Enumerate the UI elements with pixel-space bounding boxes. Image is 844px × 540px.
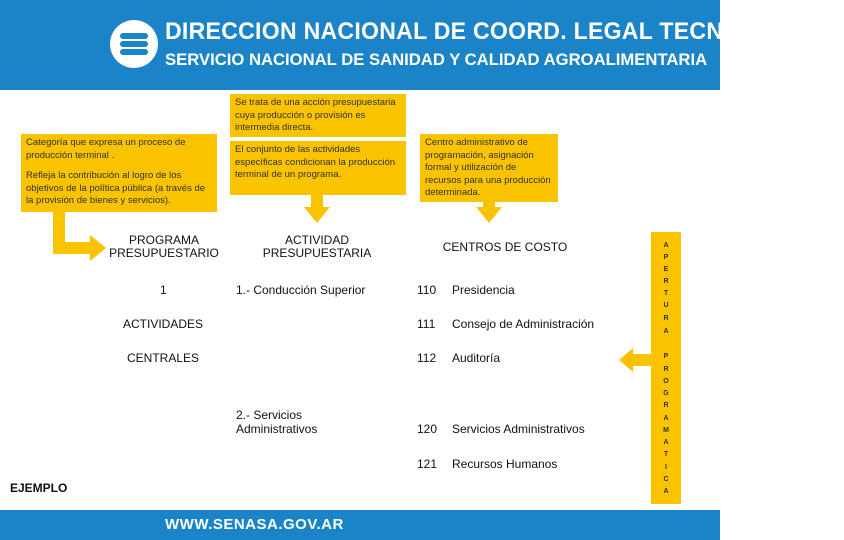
header-programa-presupuestario: PROGRAMA PRESUPUESTARIO [109, 233, 219, 260]
side-letter: G [663, 390, 669, 397]
centrales-label: CENTRALES [127, 351, 200, 365]
centro-note [420, 134, 558, 202]
actividad-note-text: El conjunto de las actividades específicas condicionan la producción terminal de un programa. [235, 144, 396, 180]
centro-name: Servicios Administrativos [452, 422, 585, 436]
apertura-arrow [633, 354, 652, 366]
side-letter: P [663, 353, 669, 360]
side-letter: A [663, 415, 669, 422]
centro-arrow-head [476, 207, 502, 223]
header-centros-de-costo: CENTROS DE COSTO [442, 240, 568, 254]
header-title: DIRECCION NACIONAL DE COORD. LEGAL TECNICA Y ADM [165, 18, 844, 45]
centro-code: 120 [417, 422, 438, 436]
actividades-label: ACTIVIDADES [123, 317, 204, 331]
side-letter: R [663, 402, 669, 409]
actividad-conduccion-superior: 1.- Conducción Superior [236, 283, 366, 297]
programa-arrow-horizontal [53, 242, 91, 254]
side-letter: A [663, 488, 669, 495]
programa-note-contribution: Refleja la contribución al logro de los objetivos de la política pública (a través de la provisión de bienes y servicios). [26, 170, 206, 206]
side-letter: A [663, 328, 669, 335]
side-letter: I [665, 464, 667, 471]
side-letter: A [663, 242, 669, 249]
accion-note [230, 94, 406, 137]
programa-note-definition: Categoría que expresa un proceso de producción terminal . [26, 137, 186, 161]
header-subtitle: SERVICIO NACIONAL DE SANIDAD Y CALIDAD AGROALIMENTARIA [165, 50, 708, 69]
side-letter: R [663, 278, 669, 285]
actividad-note [230, 141, 406, 195]
side-letter: P [663, 254, 669, 261]
centro-code: 110 [417, 283, 437, 297]
centro-name: Consejo de Administración [452, 317, 595, 331]
centro-code: 121 [417, 457, 438, 471]
side-letter: C [663, 476, 669, 483]
side-letter: O [663, 378, 669, 385]
centro-name: Auditoría [452, 351, 501, 365]
side-letter: E [663, 266, 669, 273]
header-actividad-presupuestaria: ACTIVIDAD PRESUPUESTARIA [262, 233, 372, 260]
apertura-arrow-head [619, 348, 633, 372]
side-letter: T [663, 451, 669, 458]
programa-number: 1 [160, 283, 167, 297]
actividad-servicios-administrativos: 2.- Servicios Administrativos [236, 408, 318, 436]
side-letter: R [663, 366, 669, 373]
side-letter: M [663, 427, 669, 434]
programa-arrow-head [90, 235, 106, 261]
apertura-programatica-label [651, 232, 681, 504]
ejemplo-label: EJEMPLO [10, 481, 68, 495]
footer-url: WWW.SENASA.GOV.AR [165, 516, 344, 533]
senasa-logo-icon [110, 20, 158, 68]
header-banner [0, 0, 844, 90]
side-letter: T [663, 290, 669, 297]
centro-code: 112 [417, 351, 437, 365]
side-letter: R [663, 315, 669, 322]
actividad-arrow-head [304, 207, 330, 223]
centro-name: Recursos Humanos [452, 457, 558, 471]
centro-note-text: Centro administrativo de programación, asignación formal y utilización de recursos para una producción determinada. [425, 137, 551, 198]
footer-banner [0, 510, 720, 540]
centro-name: Presidencia [452, 283, 515, 297]
accion-note-text: Se trata de una acción presupuestaria cuya producción o provisión es intermedia directa. [235, 97, 396, 133]
side-letter: A [663, 439, 669, 446]
side-letter: U [663, 302, 669, 309]
programa-note [21, 134, 217, 212]
centro-code: 111 [417, 317, 436, 331]
